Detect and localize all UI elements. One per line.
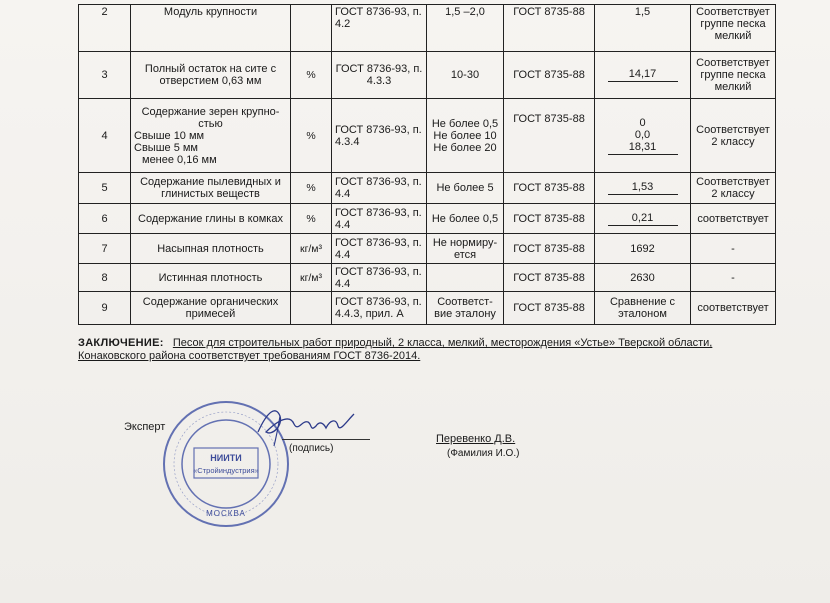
value-line: 0 [639, 116, 646, 129]
requirement: 10-30 [427, 52, 504, 99]
requirement [427, 99, 504, 173]
stamp-center-top: НИИТИ [210, 453, 242, 463]
requirement: 1,5 –2,0 [427, 5, 504, 52]
conclusion-cell: Соответствует группе песка мелкий [691, 5, 776, 52]
conclusion-text: Песок для строительных работ природный, 2 класса, мелкий, месторождения «Устье» Тверской области, Конаковского района соответствует требованиям ГОСТ 8736-2014. [78, 337, 713, 362]
property-name: Содержание глины в комках [131, 204, 291, 234]
unit: кг/м³ [291, 234, 332, 264]
actual-value [595, 173, 691, 204]
value-underlined: 1,53 [608, 181, 678, 195]
row-number: 6 [79, 204, 131, 234]
norm-doc: ГОСТ 8736-93, п. 4.4 [332, 204, 427, 234]
row-number: 7 [79, 234, 131, 264]
requirement-line: Не более 20 [433, 141, 497, 154]
signature-caption: (подпись) [289, 443, 334, 454]
unit [291, 5, 332, 52]
actual-value [595, 204, 691, 234]
value-line [598, 141, 687, 155]
test-method: ГОСТ 8735-88 [504, 234, 595, 264]
norm-doc: ГОСТ 8736-93, п. 4.3.3 [332, 52, 427, 99]
conclusion-cell: Соответствует группе песка мелкий [691, 52, 776, 99]
test-method: ГОСТ 8735-88 [504, 204, 595, 234]
norm-doc: ГОСТ 8736-93, п. 4.3.4 [332, 99, 427, 173]
property-name: Модуль крупности [131, 5, 291, 52]
conclusion-cell: соответствует [691, 204, 776, 234]
actual-value [595, 52, 691, 99]
unit: % [291, 204, 332, 234]
row-number: 8 [79, 264, 131, 292]
actual-value: 1692 [595, 234, 691, 264]
requirement: Не нормиру-ется [427, 234, 504, 264]
unit: % [291, 99, 332, 173]
value-line: 0,0 [634, 128, 651, 141]
norm-doc: ГОСТ 8736-93, п. 4.2 [332, 5, 427, 52]
table-row [79, 204, 776, 234]
conclusion-cell: - [691, 264, 776, 292]
conclusion-cell: Соответствует 2 классу [691, 99, 776, 173]
name-caption: (Фамилия И.О.) [447, 448, 520, 459]
expert-label: Эксперт [124, 421, 166, 433]
table-row [79, 234, 776, 264]
row-number: 9 [79, 292, 131, 325]
unit [291, 292, 332, 325]
row-number: 3 [79, 52, 131, 99]
table-row [79, 264, 776, 292]
table-row [79, 99, 776, 173]
table-row [79, 52, 776, 99]
row-number: 2 [79, 5, 131, 52]
property-name: Содержание пылевидных и глинистых веществ [131, 173, 291, 204]
stamp-center-bottom: «Стройиндустрия» [193, 466, 259, 475]
signature-icon [250, 402, 360, 448]
requirement: Не более 5 [427, 173, 504, 204]
conclusion-cell: Соответствует 2 классу [691, 173, 776, 204]
row-number: 4 [79, 99, 131, 173]
test-method: ГОСТ 8735-88 [504, 52, 595, 99]
name-line: Свыше 5 мм [134, 141, 198, 154]
property-name: Полный остаток на сите с отверстием 0,63 мм [131, 52, 291, 99]
expert-name: Перевенко Д.В. [436, 433, 516, 445]
name-line: менее 0,16 мм [142, 153, 217, 166]
requirement-line: Не более 10 [433, 129, 497, 142]
stamp-city: МОСКВА [206, 509, 246, 518]
test-method: ГОСТ 8735-88 [504, 173, 595, 204]
requirement: Соответст-вие эталону [427, 292, 504, 325]
conclusion-label: ЗАКЛЮЧЕНИЕ: [78, 337, 164, 349]
requirement [427, 264, 504, 292]
conclusion-cell: - [691, 234, 776, 264]
property-name: Истинная плотность [131, 264, 291, 292]
row-number: 5 [79, 173, 131, 204]
conclusion-paragraph [78, 337, 778, 363]
test-method: ГОСТ 8735-88 [504, 264, 595, 292]
property-name [131, 99, 291, 173]
table-row [79, 292, 776, 325]
test-method: ГОСТ 8735-88 [504, 99, 595, 173]
norm-doc: ГОСТ 8736-93, п. 4.4 [332, 264, 427, 292]
norm-doc: ГОСТ 8736-93, п. 4.4 [332, 173, 427, 204]
conclusion-cell: соответствует [691, 292, 776, 325]
norm-doc: ГОСТ 8736-93, п. 4.4 [332, 234, 427, 264]
actual-value: 1,5 [595, 5, 691, 52]
property-name: Насыпная плотность [131, 234, 291, 264]
table-row [79, 5, 776, 52]
actual-value [595, 99, 691, 173]
requirement-line: Не более 0,5 [431, 117, 499, 130]
unit: % [291, 52, 332, 99]
norm-doc: ГОСТ 8736-93, п. 4.4.3, прил. А [332, 292, 427, 325]
test-results-table [78, 4, 776, 325]
property-name: Содержание органических примесей [131, 292, 291, 325]
test-method: ГОСТ 8735-88 [504, 292, 595, 325]
value-underlined: 18,31 [608, 141, 678, 155]
name-line: Содержание зерен крупно-стью [141, 105, 280, 130]
unit: кг/м³ [291, 264, 332, 292]
unit: % [291, 173, 332, 204]
name-line: Свыше 10 мм [134, 129, 205, 142]
requirement: Не более 0,5 [427, 204, 504, 234]
signature-line [282, 439, 370, 440]
actual-value: Сравнение с эталоном [595, 292, 691, 325]
value-underlined: 14,17 [608, 68, 678, 82]
test-method: ГОСТ 8735-88 [504, 5, 595, 52]
table-row [79, 173, 776, 204]
actual-value: 2630 [595, 264, 691, 292]
value-underlined: 0,21 [608, 212, 678, 226]
